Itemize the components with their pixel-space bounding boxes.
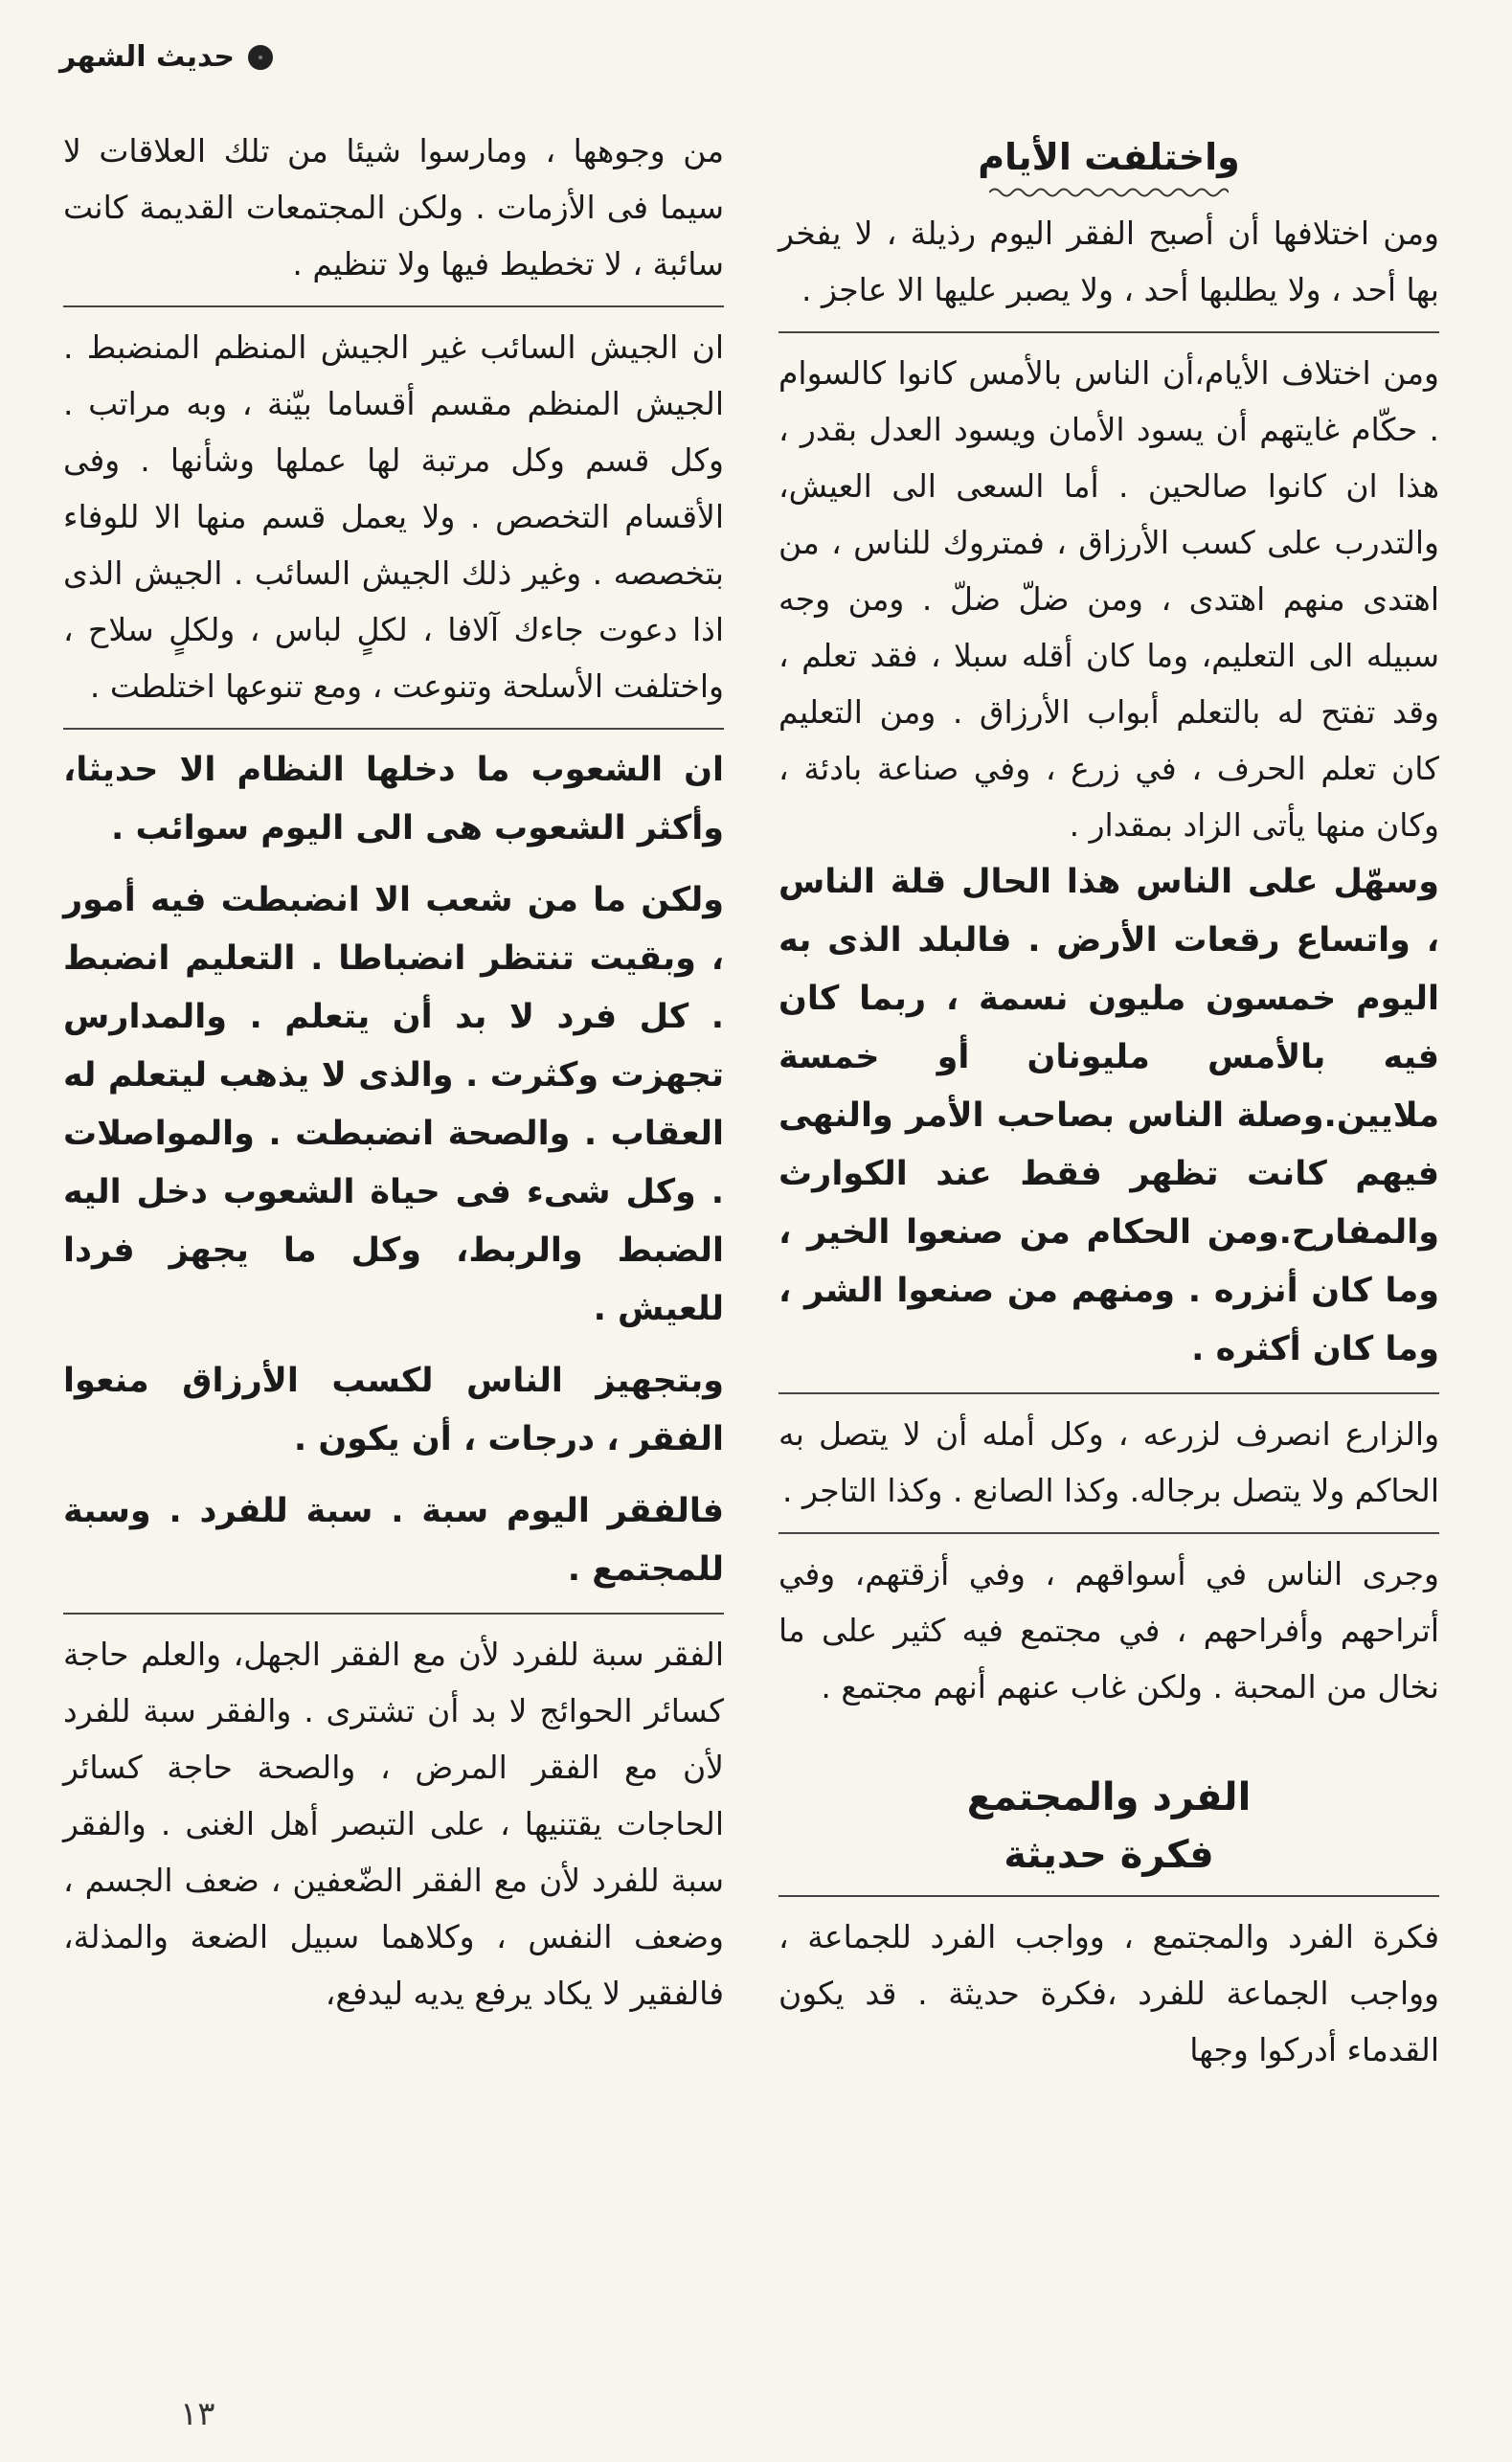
paragraph: فكرة الفرد والمجتمع ، وواجب الفرد للجماعة ، وواجب الجماعة للفرد ،فكرة حديثة . قد يكون القدماء أدركوا وجها: [779, 1918, 1439, 2068]
paragraph: والزارع انصرف لزرعه ، وكل أمله أن لا يتصل به الحاكم ولا يتصل برجاله. وكذا الصانع . وكذا التاجر .: [779, 1415, 1439, 1509]
right-column: [779, 113, 1439, 2091]
paragraph-divider: [779, 1895, 1439, 1897]
paragraph: ومن اختلافها أن أصبح الفقر اليوم رذيلة ، لا يفخر بها أحد ، ولا يطلبها أحد ، ولا يصبر عليها الا عاجز .: [779, 215, 1439, 308]
magazine-emblem-icon: [248, 45, 273, 70]
paragraph: وجرى الناس في أسواقهم ، وفي أزقتهم، وفي أتراحهم وأفراحهم ، في مجتمع فيه كثير على ما نخال من المحبة . ولكن غاب عنهم أنهم مجتمع .: [779, 1555, 1439, 1705]
bold-paragraph: ان الشعوب ما دخلها النظام الا حديثا، وأكثر الشعوب هى الى اليوم سوائب .: [63, 751, 724, 847]
paragraph: ان الجيش السائب غير الجيش المنظم المنضبط . الجيش المنظم مقسم أقساما بيّنة ، وبه مراتب . وكل قسم وكل مرتبة لها عملها وشأنها . وفى الأقسام التخصص . ولا يعمل قسم منها الا للوفاء بتخصصه . وغير ذلك الجيش السائب . الجيش الذى اذا دعوت جاءك آلافا ، لكلٍ لباس ، ولكلٍ سلاح ، واختلفت الأسلحة وتنوعت ، ومع تنوعها اختلطت .: [63, 328, 724, 705]
paragraph: ومن اختلاف الأيام،أن الناس بالأمس كانوا كالسوام . حكّام غايتهم أن يسود الأمان ويسود العدل بقدر ، هذا ان كانوا صالحين . أما السعى الى العيش، والتدرب على كسب الأرزاق ، فمتروك للناس ، من اهتدى منهم اهتدى ، ومن ضلّ ضلّ . ومن وجه سبيله الى التعليم، وما كان أقله سبلا ، فقد تعلم ، وقد تفتح له بالتعلم أبواب الأرزاق . ومن التعليم كان تعلم الحرف ، في زرع ، وفي صناعة بادئة ، وكان منها يأتى الزاد بمقدار .: [779, 354, 1439, 844]
paragraph: من وجوهها ، ومارسوا شيئا من تلك العلاقات لا سيما فى الأزمات . ولكن المجتمعات القديمة كانت سائبة ، لا تخطيط فيها ولا تنظيم .: [63, 132, 724, 282]
paragraph-divider: [63, 305, 724, 307]
paragraph-divider: [63, 728, 724, 730]
bold-paragraph: وبتجهيز الناس لكسب الأرزاق منعوا الفقر ، درجات ، أن يكون .: [63, 1362, 724, 1458]
bold-paragraph: ولكن ما من شعب الا انضبطت فيه أمور ، وبقيت تنتظر انضباطا . التعليم انضبط . كل فرد لا بد أن يتعلم . والمدارس تجهزت وكثرت . والذى لا يذهب ليتعلم له العقاب . والصحة انضبطت . والمواصلات . وكل شىء فى حياة الشعوب دخل اليه الضبط والربط، وكل ما يجهز فردا للعيش .: [63, 881, 724, 1328]
section-heading: [779, 1769, 1439, 1884]
paragraph-divider: [63, 1613, 724, 1615]
section-heading-line: فكرة حديثة: [1004, 1833, 1214, 1877]
paragraph-divider: [779, 1532, 1439, 1534]
page-number: ١٣: [180, 2395, 215, 2433]
left-column: [63, 123, 724, 2035]
section-heading-line: الفرد والمجتمع: [966, 1775, 1252, 1819]
bold-paragraph: وسهّل على الناس هذا الحال قلة الناس ، واتساع رقعات الأرض . فالبلد الذى به اليوم خمسون مليون نسمة ، ربما كان فيه بالأمس مليونان أو خمسة ملايين.وصلة الناس بصاحب الأمر والنهى فيهم كانت تظهر فقط عند الكوارث والمفارح.ومن الحكام من صنعوا الخير ، وما كان أنزره . ومنهم من صنعوا الشر ، وما كان أكثره .: [779, 863, 1439, 1368]
paragraph: الفقر سبة للفرد لأن مع الفقر الجهل، والعلم حاجة كسائر الحوائج لا بد أن تشترى . والفقر سبة للفرد لأن مع الفقر المرض ، والصحة حاجة كسائر الحاجات يقتنيها ، على التبصر أهل الغنى . والفقر سبة للفرد لأن مع الفقر الضّعفين ، ضعف الجسم ، وضعف النفس ، وكلاهما سبيل الضعة والمذلة، فالفقير لا يكاد يرفع يديه ليدفع،: [63, 1636, 724, 2012]
heading-underline-squiggle: [989, 186, 1229, 199]
bold-paragraph: فالفقر اليوم سبة . سبة للفرد . وسبة للمجتمع .: [63, 1492, 724, 1589]
paragraph-divider: [779, 331, 1439, 333]
article-heading: واختلفت الأيام: [978, 136, 1240, 178]
running-header: [59, 40, 273, 74]
section-title: حديث الشهر: [59, 40, 235, 74]
paragraph-divider: [779, 1392, 1439, 1394]
